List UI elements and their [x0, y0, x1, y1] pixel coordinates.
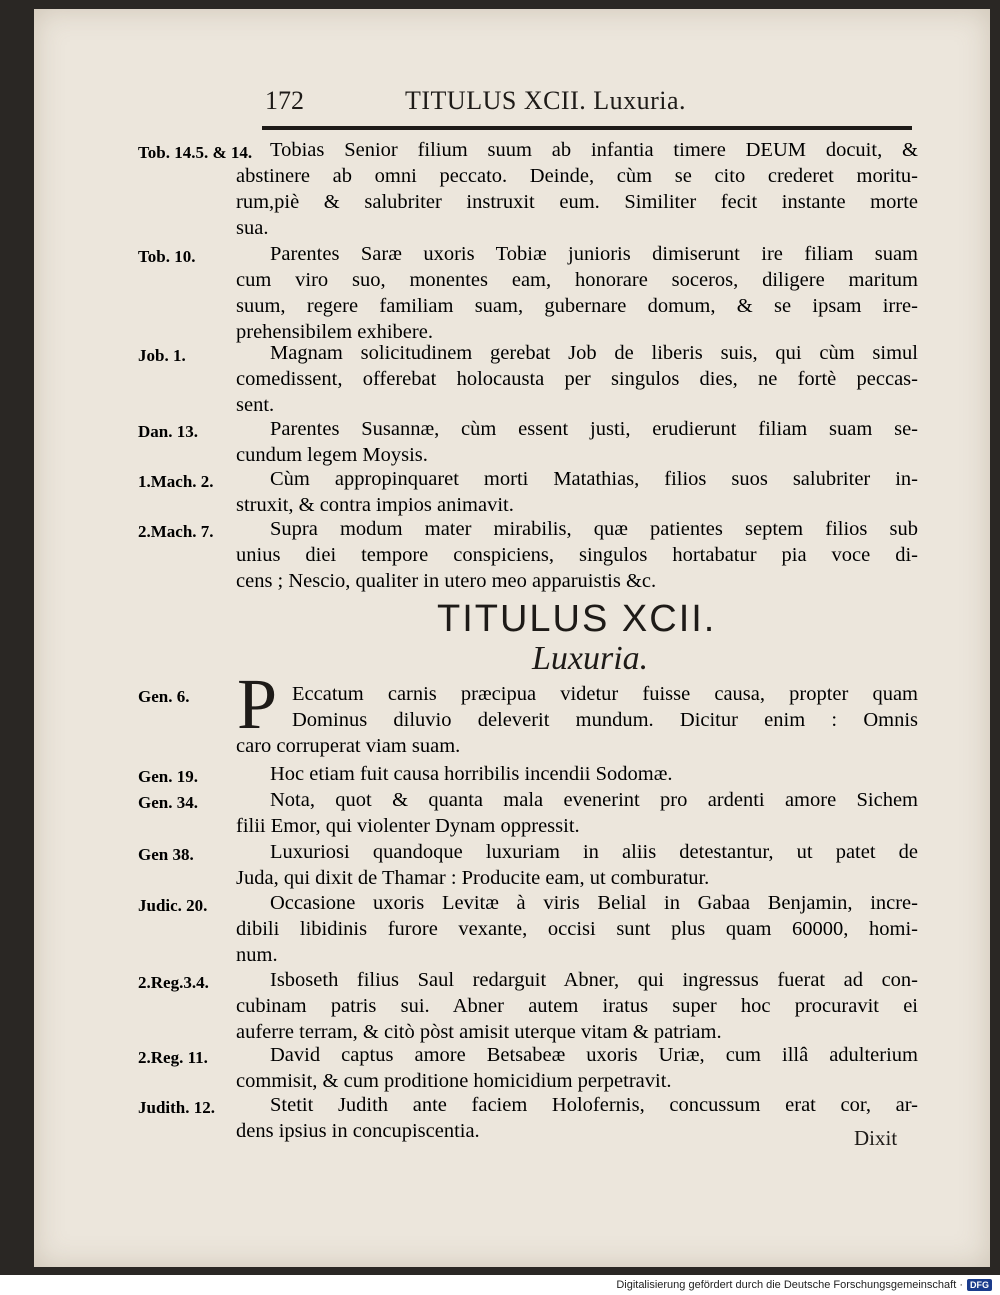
text-line: Parentes Susannæ, cùm essent justi, erudierunt filiam suam se- — [270, 418, 918, 440]
reference-marginal: Dan. 13. — [138, 422, 198, 441]
reference-marginal: Tob. 10. — [138, 247, 196, 266]
text-line: Eccatum carnis præcipua videtur fuisse causa, propter quam — [292, 683, 918, 705]
text-line: num. — [236, 944, 278, 966]
footer-text: Digitalisierung gefördert durch die Deutsche Forschungsgemeinschaft · — [616, 1279, 963, 1291]
reference-marginal: Judic. 20. — [138, 896, 208, 915]
running-title: TITULUS XCII. Luxuria. — [405, 86, 687, 115]
digitization-footer — [0, 1275, 1000, 1295]
text-line: prehensibilem exhibere. — [236, 321, 433, 343]
text-line: commisit, & cum proditione homicidium perpetravit. — [236, 1070, 672, 1092]
text-line: Dominus diluvio deleverit mundum. Dicitur enim : Omnis — [292, 709, 918, 731]
text-line: dens ipsius in concupiscentia. — [236, 1120, 480, 1142]
text-line: rum,piè & salubriter instruxit eum. Similiter fecit instante morte — [236, 191, 918, 213]
text-line: cens ; Nescio, qualiter in utero meo apparuistis &c. — [236, 570, 657, 592]
reference-marginal: Gen 38. — [138, 845, 194, 864]
text-line: cum viro suo, monentes eam, honorare soceros, diligere maritum — [236, 269, 918, 291]
dfg-logo: DFG — [967, 1279, 992, 1291]
reference-marginal: Job. 1. — [138, 346, 186, 365]
text-line: Supra modum mater mirabilis, quæ patientes septem filios sub — [270, 518, 918, 540]
text-line: David captus amore Betsabeæ uxoris Uriæ, cum illâ adulterium — [270, 1044, 918, 1066]
catchword: Dixit — [854, 1126, 898, 1150]
reference-marginal: Gen. 34. — [138, 793, 198, 812]
reference-marginal: 1.Mach. 2. — [138, 472, 214, 491]
text-line: Parentes Saræ uxoris Tobiæ junioris dimiserunt ire filiam suam — [270, 243, 918, 265]
text-line: Occasione uxoris Levitæ à viris Belial in Gabaa Benjamin, incre- — [270, 892, 918, 914]
reference-marginal: Judith. 12. — [138, 1098, 215, 1117]
text-line: cubinam patris sui. Abner autem iratus super hoc procuravit ei — [236, 995, 918, 1017]
text-line: Magnam solicitudinem gerebat Job de liberis suis, qui cùm simul — [270, 342, 918, 364]
header-rule — [262, 126, 912, 130]
text-line: Isboseth filius Saul redarguit Abner, qui ingressus fuerat ad con- — [270, 969, 918, 991]
reference-marginal: 2.Reg.3.4. — [138, 973, 209, 992]
text-line: Hoc etiam fuit causa horribilis incendii Sodomæ. — [270, 763, 673, 785]
reference-marginal: 2.Mach. 7. — [138, 522, 214, 541]
text-line: sua. — [236, 217, 269, 239]
text-line: caro corruperat viam suam. — [236, 735, 461, 757]
text-line: abstinere ab omni peccato. Deinde, cùm se cito crederet moritu- — [236, 165, 918, 187]
page-number: 172 — [265, 86, 304, 115]
reference-marginal: Gen. 6. — [138, 687, 190, 706]
text-line: filii Emor, qui violenter Dynam oppressit. — [236, 815, 580, 837]
text-line: Stetit Judith ante faciem Holofernis, concussum erat cor, ar- — [270, 1094, 918, 1116]
section-subtitle: Luxuria. — [532, 640, 649, 677]
drop-capital: P — [237, 664, 278, 744]
reference-marginal: Gen. 19. — [138, 767, 198, 786]
text-line: auferre terram, & citò pòst amisit uterque vitam & patriam. — [236, 1021, 722, 1043]
text-line: struxit, & contra impios animavit. — [236, 494, 514, 516]
text-line: Nota, quot & quanta mala evenerint pro ardenti amore Sichem — [270, 789, 918, 811]
text-line: Luxuriosi quandoque luxuriam in aliis detestantur, ut patet de — [270, 841, 918, 863]
text-line: suum, regere familiam suam, gubernare domum, & se ipsam irre- — [236, 295, 918, 317]
text-line: Juda, qui dixit de Thamar : Producite eam, ut comburatur. — [236, 867, 710, 889]
text-line: dibili libidinis furore vexante, occisi sunt plus quam 60000, homi- — [236, 918, 918, 940]
text-line: Cùm appropinquaret morti Matathias, filios suos salubriter in- — [270, 468, 918, 490]
text-line: unius diei tempore conspiciens, singulos hortabatur pia voce di- — [236, 544, 918, 566]
reference-marginal: 2.Reg. 11. — [138, 1048, 208, 1067]
text-line: sent. — [236, 394, 275, 416]
text-line: Tobias Senior filium suum ab infantia timere DEUM docuit, & — [270, 139, 918, 161]
reference-marginal: Tob. 14.5. & 14. — [138, 143, 253, 162]
text-line: cundum legem Moysis. — [236, 444, 428, 466]
section-title: TITULUS XCII. — [437, 598, 717, 640]
text-line: comedissent, offerebat holocausta per singulos dies, ne fortè peccas- — [236, 368, 918, 390]
